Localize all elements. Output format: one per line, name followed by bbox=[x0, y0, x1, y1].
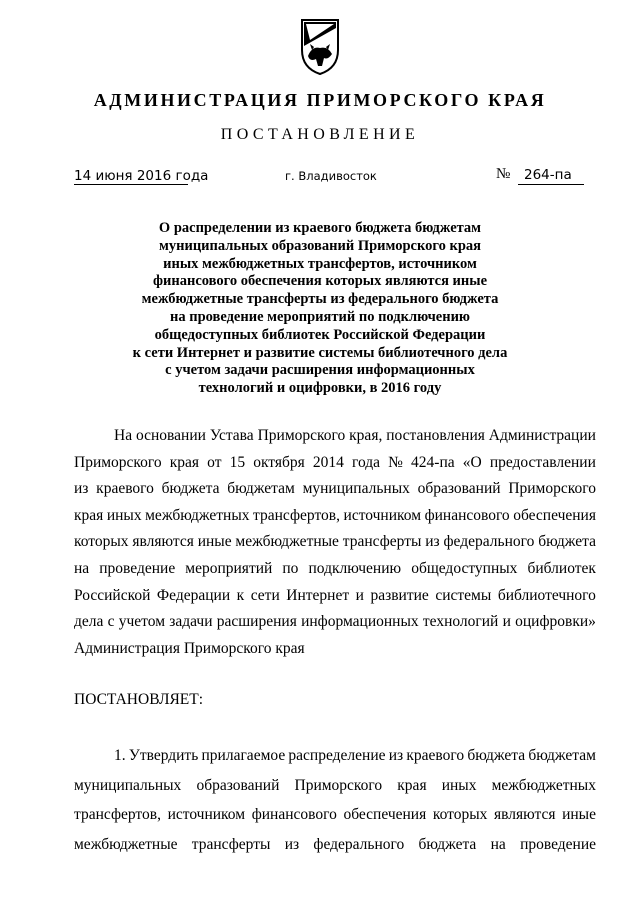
coat-of-arms-icon bbox=[298, 16, 342, 76]
title-line: О распределении из краевого бюджета бюджетам bbox=[158, 220, 482, 236]
preamble-line: Приморского края от 15 октября 2014 года № 424-па «О предоставлении bbox=[74, 453, 596, 471]
title-line: к сети Интернет и развитие системы библиотечного дела bbox=[132, 344, 508, 361]
title-line: общедоступных библиотек Российской Федерации bbox=[154, 326, 486, 343]
organization-name: АДМИНИСТРАЦИЯ ПРИМОРСКОГО КРАЯ bbox=[93, 90, 547, 110]
item-1-line: межбюджетные трансферты из федерального бюджета на проведение bbox=[74, 835, 596, 853]
title-line: межбюджетные трансферты из федерального бюджета bbox=[141, 291, 499, 308]
document-type: ПОСТАНОВЛЕНИЕ bbox=[220, 126, 420, 143]
preamble-paragraph bbox=[74, 423, 596, 662]
title-line: финансового обеспечения которых являются иные bbox=[152, 273, 488, 290]
title-line: технологий и оцифровки, в 2016 году bbox=[198, 380, 442, 397]
item-1-line: трансфертов, источником финансового обеспечения которых являются иные bbox=[74, 806, 596, 824]
preamble-line: Администрация Приморского края bbox=[74, 639, 305, 657]
number-sign: № bbox=[496, 166, 511, 182]
decree-word: ПОСТАНОВЛЯЕТ: bbox=[74, 691, 204, 708]
preamble-line: На основании Устава Приморского края, постановления Администрации bbox=[114, 427, 596, 444]
preamble-line: на проведение мероприятий по подключению общедоступных библиотек bbox=[74, 559, 596, 577]
preamble-line: которых являются иные межбюджетные трансферты из федерального бюджета bbox=[74, 533, 596, 551]
title-line: на проведение мероприятий по подключению bbox=[169, 308, 471, 325]
preamble-line: края иных межбюджетных трансфертов, источником финансового обеспечения bbox=[74, 506, 596, 524]
document-city: г. Владивосток bbox=[285, 169, 377, 183]
item-1-line: 1. Утвердить прилагаемое распределение из краевого бюджета бюджетам bbox=[114, 747, 596, 764]
document-title bbox=[80, 220, 560, 398]
preamble-line: Российской Федерации к сети Интернет и развитие системы библиотечного bbox=[74, 586, 596, 604]
preamble-line: из краевого бюджета бюджетам муниципальных образований Приморского bbox=[74, 480, 596, 498]
document-number: 264-па bbox=[524, 167, 572, 183]
title-line: муниципальных образований Приморского края bbox=[158, 237, 481, 254]
number-underline bbox=[518, 184, 584, 185]
item-1-paragraph bbox=[74, 741, 596, 859]
document-date: 14 июня 2016 года bbox=[74, 168, 209, 184]
item-1-line: муниципальных образований Приморского края иных межбюджетных bbox=[74, 776, 596, 794]
preamble-line: дела с учетом задачи расширения информационных технологий и оцифровки» bbox=[74, 613, 596, 631]
title-line: с учетом задачи расширения информационных bbox=[165, 362, 475, 379]
title-line: иных межбюджетных трансфертов, источником bbox=[163, 255, 477, 272]
date-underline bbox=[74, 184, 188, 185]
